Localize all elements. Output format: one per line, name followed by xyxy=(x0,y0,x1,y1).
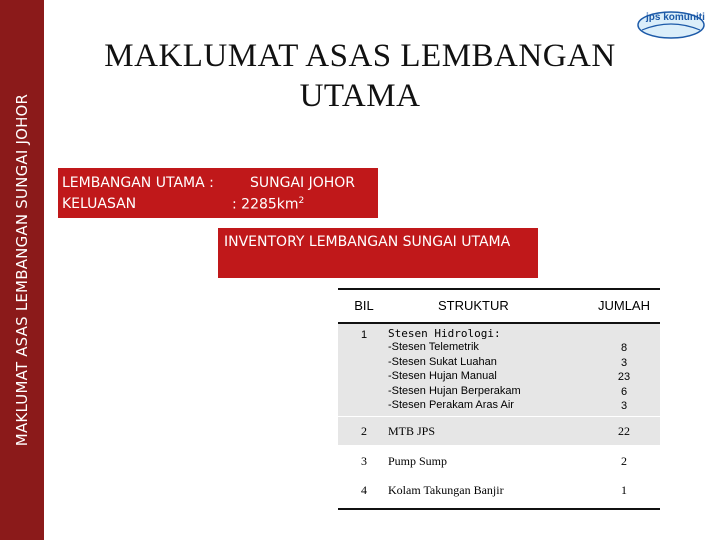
row1-item: -Stesen Telemetrik xyxy=(388,341,479,353)
header-jumlah: JUMLAH xyxy=(597,298,650,313)
area-value-group xyxy=(232,196,304,213)
sidebar-title: MAKLUMAT ASAS LEMBANGAN SUNGAI JOHOR xyxy=(13,93,31,447)
row1-value: 3 xyxy=(620,356,628,369)
row1-item: -Stesen Sukat Luahan xyxy=(388,355,497,368)
row1-value: 23 xyxy=(617,371,631,383)
row1-value: 8 xyxy=(620,342,628,354)
inventory-box xyxy=(218,228,538,278)
area-label: KELUASAN xyxy=(62,196,137,212)
logo-text: jps komuniti xyxy=(646,12,705,23)
row2-struktur: MTB JPS xyxy=(388,424,436,438)
sidebar-banner xyxy=(0,0,44,540)
inventory-title: INVENTORY LEMBANGAN SUNGAI UTAMA xyxy=(224,234,511,250)
table-row xyxy=(338,477,660,508)
row1-heading: Stesen Hidrologi: xyxy=(388,327,501,340)
row2-bil: 2 xyxy=(361,424,367,438)
row4-bil: 4 xyxy=(361,483,367,497)
row1-item: -Stesen Hujan Manual xyxy=(388,370,497,382)
row1-struktur xyxy=(388,327,521,413)
row1-bil: 1 xyxy=(360,329,368,341)
basin-label: LEMBANGAN UTAMA : xyxy=(62,175,214,191)
row3-jumlah: 2 xyxy=(621,454,627,468)
page-title: MAKLUMAT ASAS LEMBANGAN UTAMA xyxy=(104,38,616,114)
row1-value: 6 xyxy=(620,385,628,398)
row1-jumlah xyxy=(588,341,660,414)
basin-info-box xyxy=(58,168,378,218)
row4-struktur: Kolam Takungan Banjir xyxy=(388,483,504,497)
header-bil: BIL xyxy=(354,298,374,313)
inventory-table xyxy=(338,288,660,510)
row3-bil: 3 xyxy=(361,454,367,468)
table-bottom-rule xyxy=(338,508,660,510)
table-row xyxy=(338,324,660,417)
row1-item: -Stesen Perakam Aras Air xyxy=(388,399,514,411)
area-value: : 2285km xyxy=(232,196,299,213)
table-row xyxy=(338,446,660,477)
table-row xyxy=(338,417,660,446)
area-unit-sup: 2 xyxy=(298,196,305,206)
row1-value: 3 xyxy=(620,400,628,412)
row4-jumlah: 1 xyxy=(621,483,627,497)
table-header xyxy=(338,288,660,324)
header-struktur: STRUKTUR xyxy=(438,298,509,313)
row3-struktur: Pump Sump xyxy=(388,454,448,468)
row2-jumlah: 22 xyxy=(618,424,630,438)
row1-item: -Stesen Hujan Berperakam xyxy=(388,384,521,397)
basin-value: SUNGAI JOHOR xyxy=(250,175,356,191)
